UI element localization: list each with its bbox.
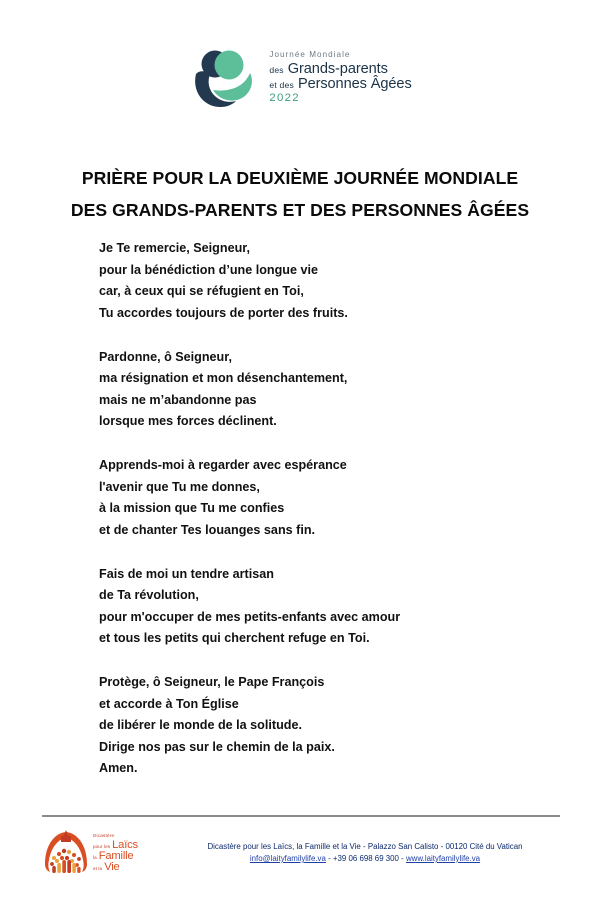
prayer-line: et accorde à Ton Église	[99, 696, 239, 711]
prayer-line: mais ne m’abandonne pas	[99, 392, 257, 407]
dicastery-logo	[42, 828, 164, 878]
dicastery-row-vie	[93, 862, 138, 873]
prayer-line: de Ta révolution,	[99, 588, 199, 602]
prayer-line: et de chanter Tes louanges sans fin.	[99, 522, 316, 537]
prayer-stanza	[99, 455, 519, 541]
dicastery-word-la: la	[93, 855, 97, 861]
dicastery-people-dome-icon	[42, 828, 90, 878]
logo-word-des: des	[269, 64, 284, 75]
page-title-line-1: PRIÈRE POUR LA DEUXIÈME JOURNÉE MONDIALE	[81, 167, 519, 188]
footer-links-line	[170, 853, 560, 866]
logo-word-personnes: Personnes Âgées	[297, 75, 412, 92]
prayer-line: à la mission que Tu me confies	[99, 501, 285, 515]
prayer-line-amen: Amen.	[99, 761, 138, 775]
footer-divider	[42, 815, 560, 817]
logo-line-journee-mondiale: Journée Mondiale	[269, 50, 351, 60]
prayer-stanza	[99, 672, 519, 780]
world-day-logo-text	[269, 51, 411, 105]
prayer-line: Je Te remercie, Seigneur,	[99, 241, 250, 255]
dicastery-logo-text	[93, 832, 138, 873]
prayer-line: pour m'occuper de mes petits-enfants avec amour	[99, 609, 401, 624]
prayer-line: lorsque mes forces déclinent.	[99, 414, 277, 428]
footer-contact-info	[164, 841, 560, 866]
page-title-line-2: DES GRANDS-PARENTS ET DES PERSONNES ÂGÉES	[70, 200, 530, 221]
header-logo-block	[0, 44, 600, 112]
logo-word-grandsparents: Grands-parents	[287, 60, 388, 77]
logo-line-grands-parents	[269, 62, 411, 77]
prayer-line: de libérer le monde de la solitude.	[99, 718, 302, 732]
logo-word-etdes: et des	[269, 79, 294, 90]
footer-separator-2: -	[398, 854, 406, 863]
world-day-logo	[188, 44, 411, 112]
dicastery-word-pourles: pour les	[93, 843, 111, 849]
prayer-body	[99, 238, 519, 780]
dicastery-word-dicastere: Dicastère	[93, 833, 115, 839]
prayer-line: pour la bénédiction d’une longue vie	[99, 262, 319, 277]
dicastery-word-vie: Vie	[104, 861, 120, 874]
page-title	[0, 162, 600, 227]
footer-phone: +39 06 698 69 300	[332, 854, 399, 863]
prayer-line: Protège, ô Seigneur, le Pape François	[99, 675, 325, 689]
prayer-stanza	[99, 564, 519, 650]
prayer-line: Fais de moi un tendre artisan	[99, 566, 274, 581]
prayer-stanza	[99, 347, 519, 433]
footer-website-link[interactable]: www.laityfamilylife.va	[405, 854, 481, 863]
dicastery-word-famille: Famille	[98, 850, 134, 863]
prayer-line: Apprends-moi à regarder avec espérance	[99, 458, 347, 472]
dicastery-word-etla: et la	[93, 866, 103, 872]
logo-line-personnes-agees	[269, 77, 411, 92]
prayer-line: l'avenir que Tu me donnes,	[99, 479, 260, 494]
prayer-line: car, à ceux qui se réfugient en Toi,	[99, 284, 304, 298]
prayer-stanza	[99, 238, 519, 324]
footer-separator-1: -	[325, 854, 333, 863]
prayer-line: ma résignation et mon désenchantement,	[99, 371, 348, 385]
footer-email-link[interactable]: info@laityfamilylife.va	[249, 854, 326, 863]
dicastery-word-laics: Laïcs	[112, 838, 138, 851]
footer-address-line: Dicastère pour les Laïcs, la Famille et la Vie - Palazzo San Calisto - 00120 Cité du Vatican	[207, 841, 523, 851]
prayer-line: et tous les petits qui cherchent refuge en Toi.	[99, 631, 370, 645]
prayer-line: Pardonne, ô Seigneur,	[99, 349, 232, 364]
prayer-line: Tu accordes toujours de porter des fruits.	[99, 305, 348, 320]
footer	[42, 828, 560, 878]
prayer-line: Dirige nos pas sur le chemin de la paix.	[99, 739, 335, 754]
grandparents-embrace-icon	[188, 44, 260, 112]
logo-year: 2022	[269, 91, 300, 104]
